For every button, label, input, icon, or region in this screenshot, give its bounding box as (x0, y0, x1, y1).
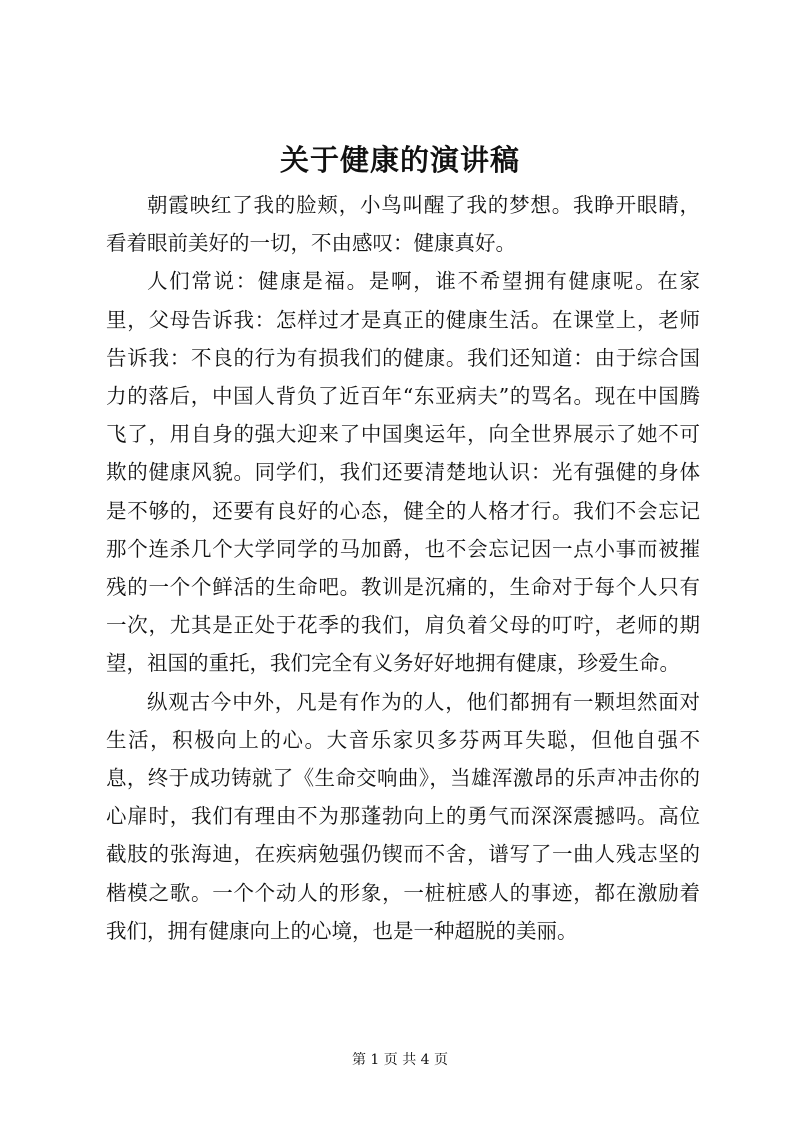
document-title: 关于健康的演讲稿 (279, 143, 520, 177)
paragraph-1: 朝霞映红了我的脸颊，小鸟叫醒了我的梦想。我睁开眼睛，看着眼前美好的一切，不由感叹：健康真好。 (106, 193, 700, 256)
paragraph-2: 人们常说：健康是福。是啊，谁不希望拥有健康呢。在家里，父母告诉我：怎样过才是真正的健康生活。在课堂上，老师告诉我：不良的行为有损我们的健康。我们还知道：由于综合国力的落后，中国人背负了近百年“东亚病夫”的骂名。现在中国腾飞了，用自身的强大迎来了中国奥运年，向全世界展示了她不可欺的健康风貌。同学们，我们还要清楚地认识：光有强健的身体是不够的，还要有良好的心态，健全的人格才行。我们不会忘记那个连杀几个大学同学的马加爵，也不会忘记因一点小事而被摧残的一个个鲜活的生命吧。教训是沉痛的，生命对于每个人只有一次，尤其是正处于花季的我们，肩负着父母的叮咛，老师的期望，祖国的重托，我们完全有义务好好地拥有健康，珍爱生命。 (106, 269, 700, 676)
page-footer: 第 1 页 共 4 页 (351, 1052, 449, 1068)
paragraph-3: 纵观古今中外，凡是有作为的人，他们都拥有一颗坦然面对生活，积极向上的心。大音乐家贝多芬两耳失聪，但他自强不息，终于成功铸就了《生命交响曲》，当雄浑激昂的乐声冲击你的心扉时，我们有理由不为那蓬勃向上的勇气而深深震撼吗。高位截肢的张海迪，在疾病勉强仍锲而不舍，谱写了一曲人残志坚的楷模之歌。一个个动人的形象，一桩桩感人的事迹，都在激励着我们，拥有健康向上的心境，也是一种超脱的美丽。 (106, 689, 700, 943)
document-body (106, 186, 700, 950)
